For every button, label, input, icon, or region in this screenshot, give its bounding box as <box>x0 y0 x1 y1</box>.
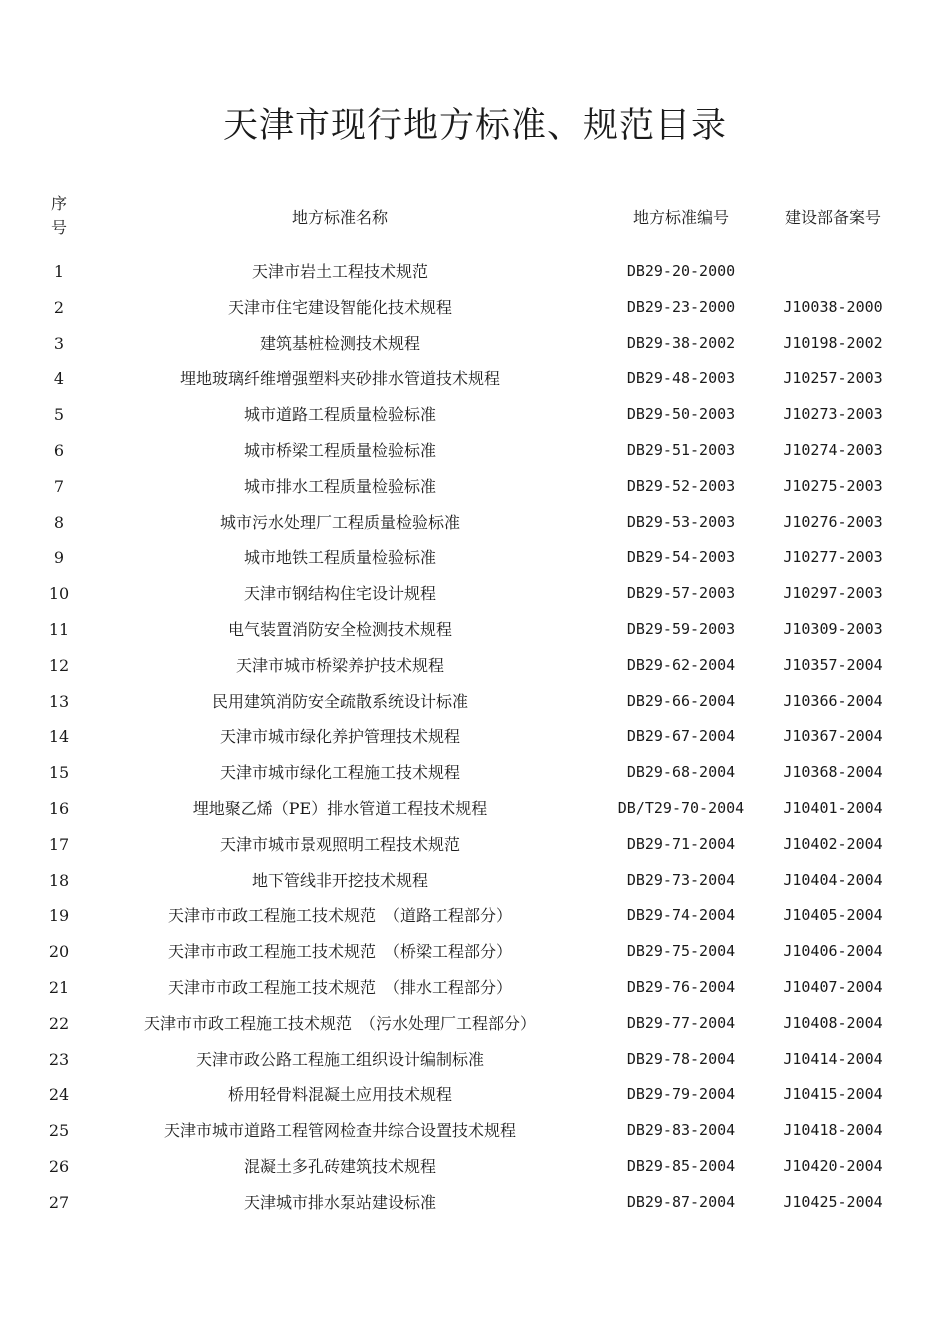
table-row <box>0 433 950 469</box>
row-number: 26 <box>48 1156 70 1176</box>
row-record-number: J10408-2004 <box>783 1013 883 1032</box>
row-record-number: J10407-2004 <box>783 977 883 996</box>
row-record-number: J10406-2004 <box>783 942 883 961</box>
page-title: 天津市现行地方标准、规范目录 <box>222 106 727 146</box>
row-standard-name: 城市桥梁工程质量检验标准 <box>243 440 436 460</box>
row-record-number: J10404-2004 <box>783 870 883 889</box>
row-standard-code: DB29-85-2004 <box>626 1156 736 1175</box>
row-standard-name: 天津市市政工程施工技术规范 （桥梁工程部分） <box>167 942 512 962</box>
row-record-number: J10309-2003 <box>783 619 883 638</box>
row-standard-code: DB29-79-2004 <box>626 1085 736 1104</box>
table-row <box>0 648 950 684</box>
table-header <box>0 192 950 244</box>
row-standard-code: DB29-76-2004 <box>626 977 736 996</box>
row-standard-name: 天津市城市桥梁养护技术规程 <box>235 655 444 675</box>
table-row <box>0 540 950 576</box>
row-number: 20 <box>48 942 70 962</box>
row-standard-name: 天津市钢结构住宅设计规程 <box>243 584 436 604</box>
header-record-number: 建设部备案号 <box>784 208 881 227</box>
table-row <box>0 254 950 290</box>
row-standard-name: 地下管线非开挖技术规程 <box>251 870 428 890</box>
row-standard-name: 城市地铁工程质量检验标准 <box>243 548 436 568</box>
header-standard-name: 地方标准名称 <box>291 208 388 227</box>
table-row <box>0 612 950 648</box>
row-standard-code: DB29-51-2003 <box>626 440 736 459</box>
row-standard-name: 桥用轻骨料混凝土应用技术规程 <box>227 1085 452 1105</box>
table-row <box>0 576 950 612</box>
row-standard-code: DB29-50-2003 <box>626 405 736 424</box>
row-standard-code: DB29-62-2004 <box>626 655 736 674</box>
row-standard-code: DB29-52-2003 <box>626 476 736 495</box>
row-record-number: J10368-2004 <box>783 763 883 782</box>
row-record-number: J10038-2000 <box>783 297 883 316</box>
row-standard-code: DB29-74-2004 <box>626 906 736 925</box>
row-standard-name: 城市排水工程质量检验标准 <box>243 476 436 496</box>
row-number: 18 <box>48 870 70 890</box>
row-record-number: J10277-2003 <box>783 548 883 567</box>
row-standard-name: 电气装置消防安全检测技术规程 <box>227 619 452 639</box>
row-standard-name: 天津市市政工程施工技术规范 （道路工程部分） <box>167 906 512 926</box>
table-row <box>0 684 950 720</box>
row-record-number: J10418-2004 <box>783 1121 883 1140</box>
table-row <box>0 791 950 827</box>
row-standard-code: DB29-23-2000 <box>626 297 736 316</box>
table-row <box>0 290 950 326</box>
row-record-number: J10275-2003 <box>783 476 883 495</box>
row-standard-name: 天津城市排水泵站建设标准 <box>243 1192 436 1212</box>
table-row <box>0 397 950 433</box>
table-row <box>0 1077 950 1113</box>
row-standard-code: DB29-73-2004 <box>626 870 736 889</box>
table-row <box>0 863 950 899</box>
table-row <box>0 1042 950 1078</box>
header-number-line2: 号 <box>50 218 67 237</box>
row-record-number: J10420-2004 <box>783 1156 883 1175</box>
row-number: 7 <box>53 476 65 496</box>
row-standard-code: DB29-68-2004 <box>626 763 736 782</box>
row-standard-code: DB29-38-2002 <box>626 333 736 352</box>
table-row <box>0 326 950 362</box>
table-row <box>0 505 950 541</box>
row-standard-code: DB29-48-2003 <box>626 369 736 388</box>
row-standard-name: 天津市市政工程施工技术规范 （排水工程部分） <box>167 977 512 997</box>
table-row <box>0 719 950 755</box>
row-standard-name: 天津市市政工程施工技术规范 （污水处理厂工程部分） <box>143 1013 536 1033</box>
row-record-number: J10425-2004 <box>783 1192 883 1211</box>
row-number: 2 <box>53 297 65 317</box>
row-standard-code: DB29-87-2004 <box>626 1192 736 1211</box>
row-record-number: J10401-2004 <box>783 798 883 817</box>
row-record-number: J10405-2004 <box>783 906 883 925</box>
row-record-number: J10198-2002 <box>783 333 883 352</box>
row-number: 13 <box>48 691 70 711</box>
table-row <box>0 755 950 791</box>
row-record-number: J10276-2003 <box>783 512 883 531</box>
row-number: 23 <box>48 1049 70 1069</box>
row-number: 6 <box>53 440 65 460</box>
row-standard-name: 天津市城市绿化养护管理技术规程 <box>219 727 460 747</box>
row-standard-name: 天津市城市景观照明工程技术规范 <box>219 834 460 854</box>
row-standard-code: DB29-75-2004 <box>626 942 736 961</box>
row-number: 15 <box>48 763 70 783</box>
row-number: 25 <box>48 1121 70 1141</box>
row-standard-code: DB29-71-2004 <box>626 834 736 853</box>
row-number: 21 <box>48 977 70 997</box>
header-standard-code: 地方标准编号 <box>632 208 729 227</box>
header-number-line1: 序 <box>50 194 67 213</box>
row-standard-code: DB29-53-2003 <box>626 512 736 531</box>
row-standard-name: 天津市住宅建设智能化技术规程 <box>227 297 452 317</box>
table-row <box>0 934 950 970</box>
table-row <box>0 1006 950 1042</box>
row-standard-code: DB29-57-2003 <box>626 584 736 603</box>
row-standard-code: DB29-77-2004 <box>626 1013 736 1032</box>
row-number: 4 <box>53 369 65 389</box>
row-number: 17 <box>48 834 70 854</box>
row-number: 1 <box>53 262 65 281</box>
row-number: 27 <box>48 1192 70 1212</box>
table-row <box>0 1113 950 1149</box>
row-standard-name: 天津市岩土工程技术规范 <box>251 262 428 281</box>
row-standard-name: 天津市政公路工程施工组织设计编制标准 <box>195 1049 484 1069</box>
row-record-number: J10274-2003 <box>783 440 883 459</box>
row-number: 16 <box>48 798 70 818</box>
row-standard-code: DB29-59-2003 <box>626 619 736 638</box>
row-record-number: J10367-2004 <box>783 727 883 746</box>
row-standard-name: 埋地聚乙烯（PE）排水管道工程技术规程 <box>192 798 488 818</box>
row-record-number: J10414-2004 <box>783 1049 883 1068</box>
row-standard-code: DB29-54-2003 <box>626 548 736 567</box>
table-row <box>0 361 950 397</box>
row-standard-name: 天津市城市道路工程管网检查井综合设置技术规程 <box>163 1121 516 1141</box>
table-row <box>0 1149 950 1185</box>
row-number: 8 <box>53 512 65 532</box>
row-record-number: J10257-2003 <box>783 369 883 388</box>
header-number <box>44 192 74 240</box>
row-standard-name: 建筑基桩检测技术规程 <box>259 333 420 353</box>
row-number: 3 <box>53 333 65 353</box>
row-number: 11 <box>48 619 70 639</box>
row-standard-code: DB/T29-70-2004 <box>617 798 745 817</box>
row-number: 10 <box>48 584 70 604</box>
row-standard-name: 城市道路工程质量检验标准 <box>243 405 436 425</box>
row-number: 14 <box>48 727 70 747</box>
row-standard-name: 天津市城市绿化工程施工技术规程 <box>219 763 460 783</box>
row-number: 12 <box>48 655 70 675</box>
row-standard-name: 混凝土多孔砖建筑技术规程 <box>243 1156 436 1176</box>
table-row <box>0 898 950 934</box>
row-record-number: J10415-2004 <box>783 1085 883 1104</box>
table-row <box>0 1185 950 1221</box>
row-standard-code: DB29-78-2004 <box>626 1049 736 1068</box>
row-record-number: J10366-2004 <box>783 691 883 710</box>
row-number: 22 <box>48 1013 70 1033</box>
row-record-number: J10297-2003 <box>783 584 883 603</box>
row-number: 19 <box>48 906 70 926</box>
row-standard-code: DB29-67-2004 <box>626 727 736 746</box>
table-row <box>0 827 950 863</box>
row-standard-name: 城市污水处理厂工程质量检验标准 <box>219 512 460 532</box>
row-standard-code: DB29-20-2000 <box>626 262 736 280</box>
row-standard-code: DB29-66-2004 <box>626 691 736 710</box>
row-record-number: J10273-2003 <box>783 405 883 424</box>
row-standard-name: 民用建筑消防安全疏散系统设计标准 <box>211 691 468 711</box>
row-standard-code: DB29-83-2004 <box>626 1121 736 1140</box>
row-standard-name: 埋地玻璃纤维增强塑料夹砂排水管道技术规程 <box>179 369 500 389</box>
table-row <box>0 970 950 1006</box>
standards-list <box>0 254 950 1221</box>
row-record-number: J10402-2004 <box>783 834 883 853</box>
row-number: 5 <box>53 405 65 425</box>
row-number: 24 <box>48 1085 70 1105</box>
table-row <box>0 469 950 505</box>
row-number: 9 <box>53 548 65 568</box>
row-record-number: J10357-2004 <box>783 655 883 674</box>
